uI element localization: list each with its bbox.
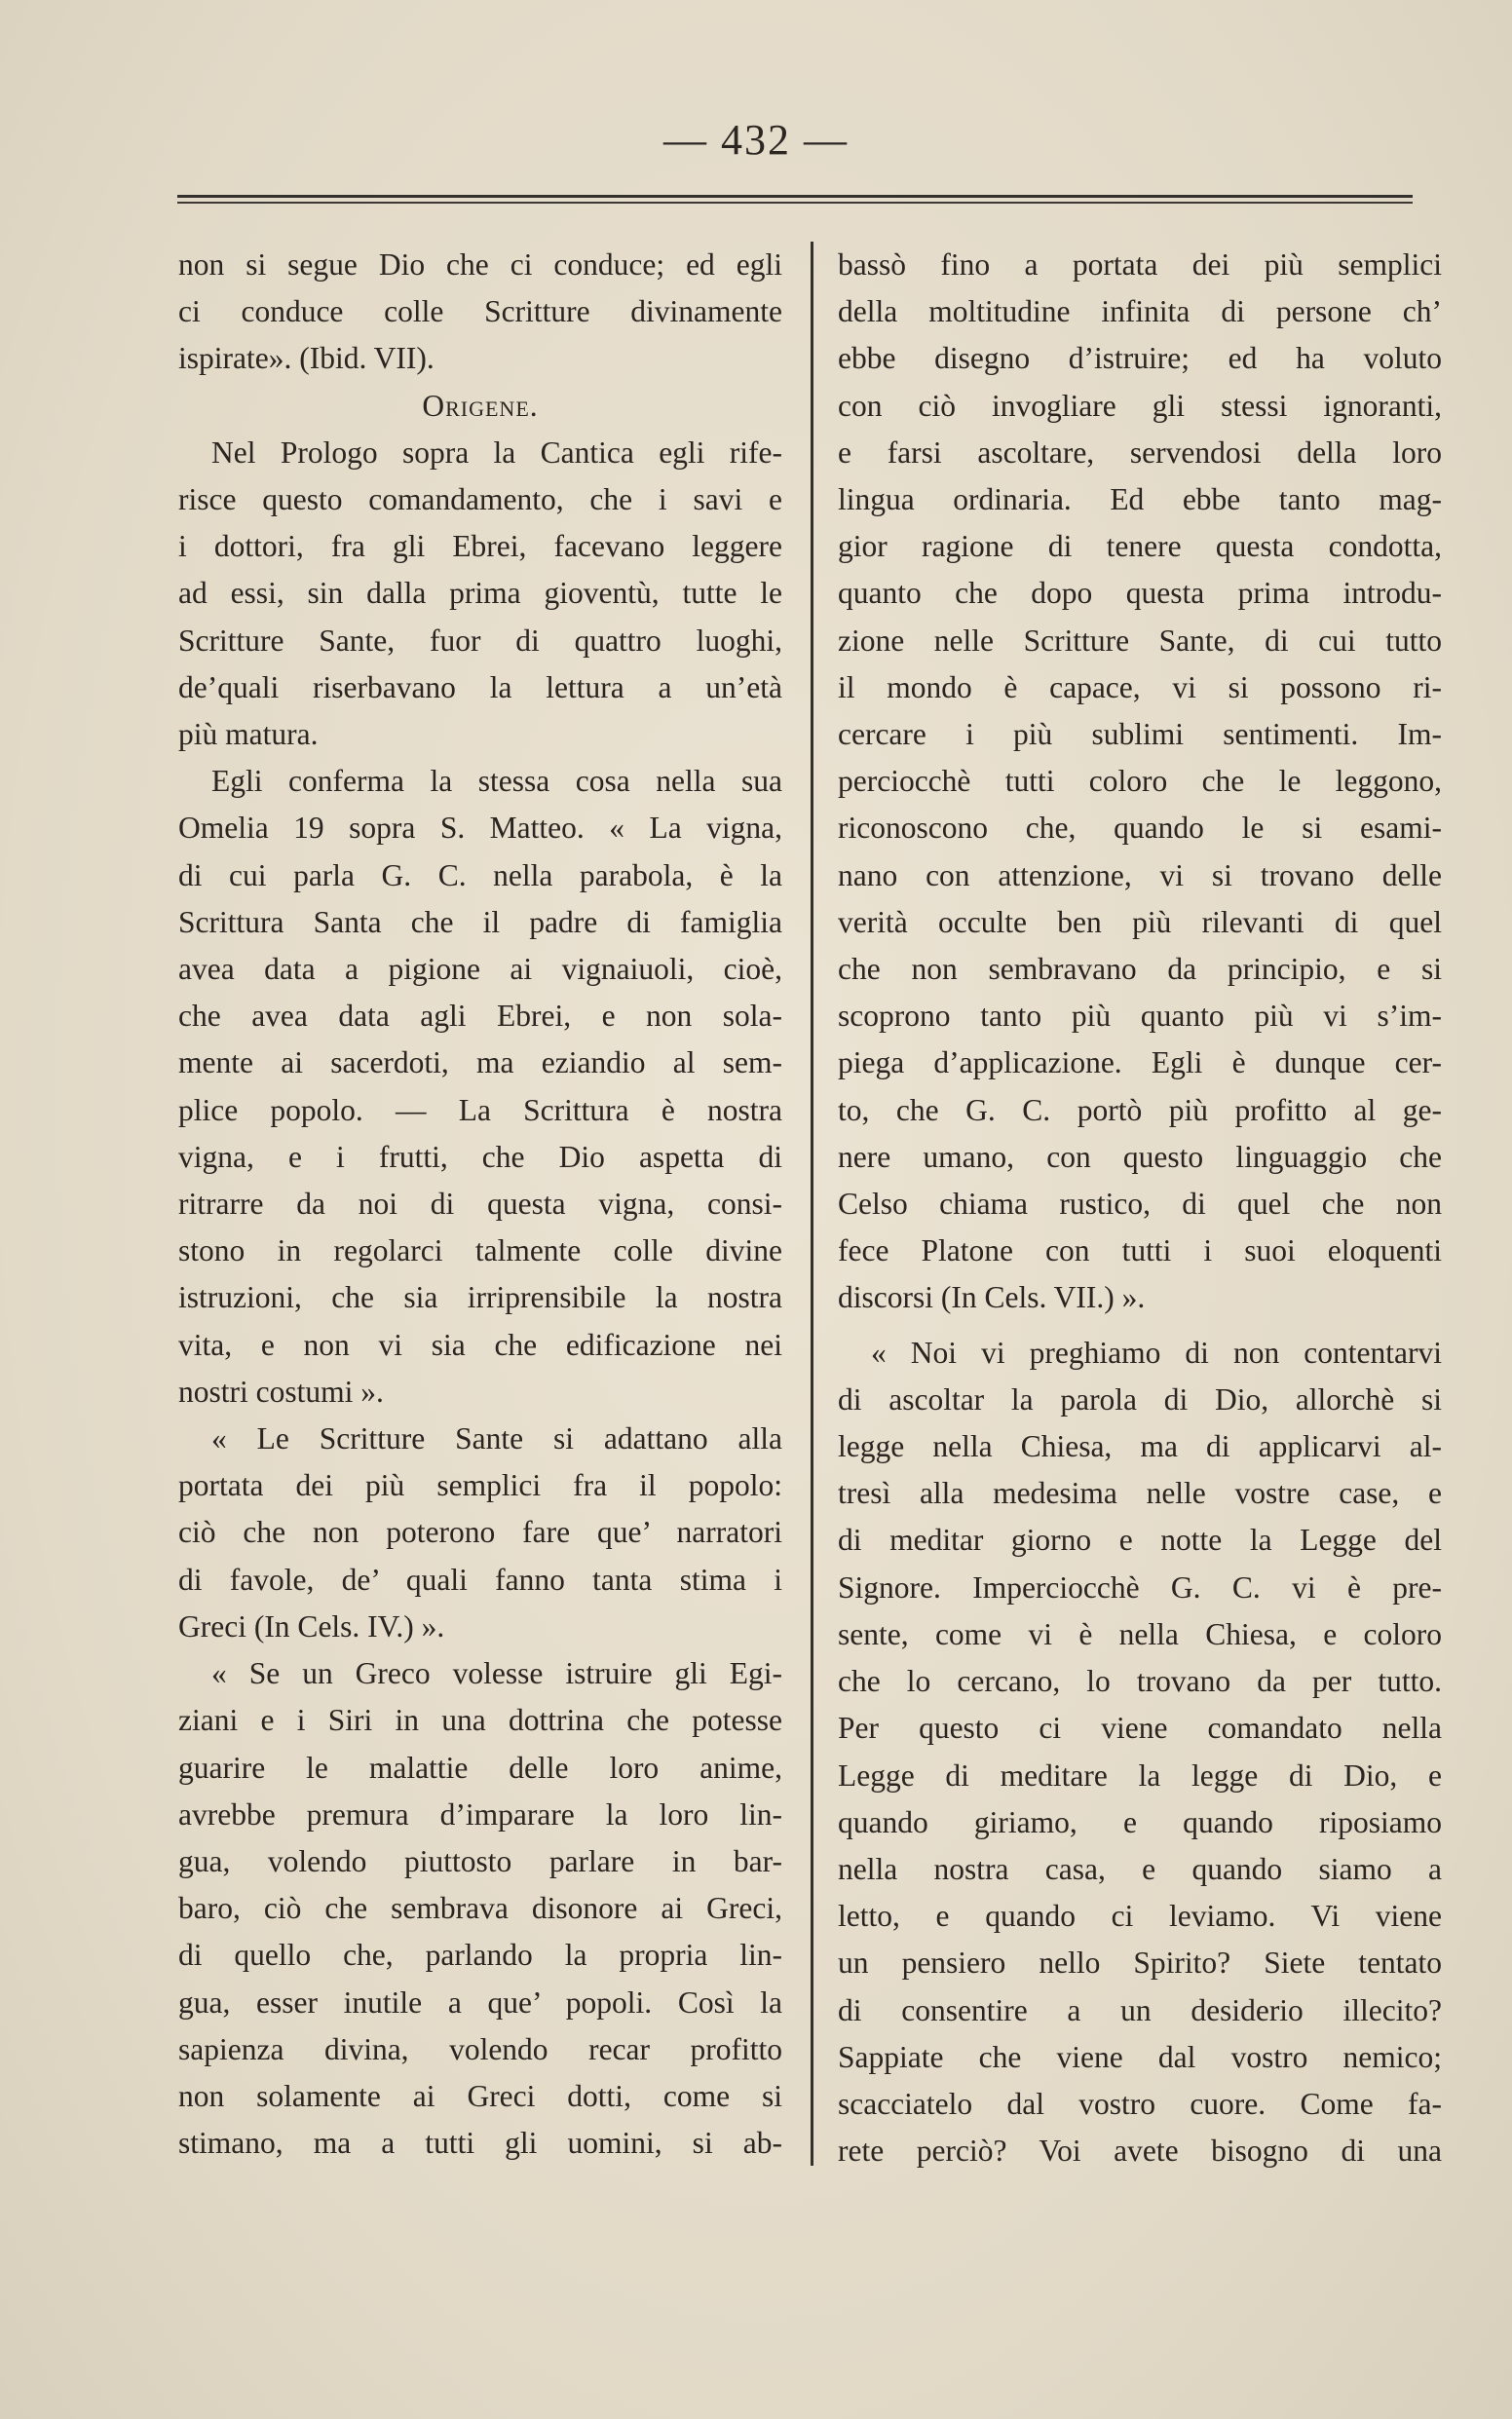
text-line: ispirate». (Ibid. VII). bbox=[178, 341, 435, 376]
text-line: guarire le malattie delle loro anime, bbox=[178, 1750, 782, 1785]
text-line: ad essi, sin dalla prima gioventù, tutte le bbox=[178, 576, 782, 611]
text-line: ziani e i Siri in una dottrina che potesse bbox=[178, 1703, 782, 1738]
text-line: stimano, ma a tutti gli uomini, si ab- bbox=[178, 2126, 782, 2161]
text-line: tresì alla medesima nelle vostre case, e bbox=[838, 1476, 1442, 1511]
text-line: riconoscono che, quando le si esami- bbox=[838, 811, 1442, 846]
text-line: discorsi (In Cels. VII.) ». bbox=[838, 1280, 1146, 1315]
text-line: vita, e non vi sia che edificazione nei bbox=[178, 1327, 782, 1362]
text-line: piega d’applicazione. Egli è dunque cer- bbox=[838, 1045, 1442, 1080]
text-line: nano con attenzione, vi si trovano delle bbox=[838, 857, 1442, 892]
right-column bbox=[838, 242, 1442, 2174]
text-line: che lo cercano, lo trovano da per tutto. bbox=[838, 1664, 1442, 1699]
text-line: letto, e quando ci leviamo. Vi viene bbox=[838, 1899, 1442, 1934]
text-line: non si segue Dio che ci conduce; ed egli bbox=[178, 247, 782, 282]
text-line: rete perciò? Voi avete bisogno di una bbox=[838, 2134, 1442, 2169]
text-line: stono in regolarci talmente colle divine bbox=[178, 1233, 782, 1268]
text-line: i dottori, fra gli Ebrei, facevano leggere bbox=[178, 529, 782, 564]
text-line: Scritture Sante, fuor di quattro luoghi, bbox=[178, 623, 782, 658]
text-line: nella nostra casa, e quando siamo a bbox=[838, 1851, 1442, 1886]
header-rule bbox=[177, 195, 1413, 198]
text-line: ciò che non poterono fare que’ narratori bbox=[178, 1515, 782, 1550]
text-line: « Noi vi preghiamo di non contentarvi bbox=[871, 1335, 1442, 1370]
text-line: Per questo ci viene comandato nella bbox=[838, 1711, 1442, 1746]
text-line: quanto che dopo questa prima introdu- bbox=[838, 576, 1442, 611]
text-line: Sappiate che viene dal vostro nemico; bbox=[838, 2039, 1442, 2074]
page-number: — 432 — bbox=[663, 116, 849, 164]
text-line: ebbe disegno d’istruire; ed ha voluto bbox=[838, 341, 1442, 376]
text-line: fece Platone con tutti i suoi eloquenti bbox=[838, 1233, 1442, 1268]
text-line: con ciò invogliare gli stessi ignoranti, bbox=[838, 388, 1442, 423]
text-line: vigna, e i frutti, che Dio aspetta di bbox=[178, 1139, 782, 1174]
text-line: di quello che, parlando la propria lin- bbox=[178, 1938, 782, 1973]
text-line: gua, esser inutile a que’ popoli. Così la bbox=[178, 1984, 782, 2020]
text-line: di consentire a un desiderio illecito? bbox=[838, 1992, 1442, 2027]
text-line: lingua ordinaria. Ed ebbe tanto mag- bbox=[838, 482, 1442, 517]
text-line: gior ragione di tenere questa condotta, bbox=[838, 529, 1442, 564]
text-line: più matura. bbox=[178, 717, 319, 752]
text-line: il mondo è capace, vi si possono ri- bbox=[838, 669, 1442, 704]
text-line: Celso chiama rustico, di quel che non bbox=[838, 1187, 1442, 1222]
text-line: scacciatelo dal vostro cuore. Come fa- bbox=[838, 2086, 1442, 2121]
text-line: Signore. Imperciocchè G. C. vi è pre- bbox=[838, 1569, 1442, 1605]
text-line: della moltitudine infinita di persone ch’ bbox=[838, 294, 1442, 329]
text-line: nere umano, con questo linguaggio che bbox=[838, 1139, 1442, 1174]
left-column bbox=[178, 242, 782, 2167]
text-line: to, che G. C. portò più profitto al ge- bbox=[838, 1092, 1442, 1127]
text-line: Nel Prologo sopra la Cantica egli rife- bbox=[211, 435, 782, 470]
text-line: Greci (In Cels. IV.) ». bbox=[178, 1608, 445, 1644]
text-line: sente, come vi è nella Chiesa, e coloro bbox=[838, 1616, 1442, 1651]
text-line: che non sembravano da principio, e si bbox=[838, 952, 1442, 987]
text-line: mente ai sacerdoti, ma eziandio al sem- bbox=[178, 1045, 782, 1080]
text-line: verità occulte ben più rilevanti di quel bbox=[838, 904, 1442, 939]
text-line: zione nelle Scritture Sante, di cui tutto bbox=[838, 623, 1442, 658]
text-line: bassò fino a portata dei più semplici bbox=[838, 247, 1442, 282]
text-line: risce questo comandamento, che i savi e bbox=[178, 482, 782, 517]
text-line: perciocchè tutti coloro che le leggono, bbox=[838, 764, 1442, 799]
text-line: nostri costumi ». bbox=[178, 1374, 384, 1409]
text-line: de’quali riserbavano la lettura a un’età bbox=[178, 669, 782, 704]
text-line: scoprono tanto più quanto più vi s’im- bbox=[838, 999, 1442, 1034]
text-line: gua, volendo piuttosto parlare in bar- bbox=[178, 1843, 782, 1878]
text-line: Egli conferma la stessa cosa nella sua bbox=[211, 764, 782, 799]
column-divider bbox=[811, 242, 813, 2166]
text-line: di ascoltar la parola di Dio, allorchè si bbox=[838, 1381, 1442, 1417]
text-line: avrebbe premura d’imparare la loro lin- bbox=[178, 1796, 782, 1832]
text-line: non solamente ai Greci dotti, come si bbox=[178, 2078, 782, 2113]
text-line: ritrarre da noi di questa vigna, consi- bbox=[178, 1187, 782, 1222]
text-line: Legge di meditare la legge di Dio, e bbox=[838, 1758, 1442, 1793]
text-line: di favole, de’ quali fanno tanta stima i bbox=[178, 1562, 782, 1597]
text-line: plice popolo. — La Scrittura è nostra bbox=[178, 1092, 782, 1127]
text-line: di meditar giorno e notte la Legge del bbox=[838, 1523, 1442, 1558]
text-line: Omelia 19 sopra S. Matteo. « La vigna, bbox=[178, 811, 782, 846]
text-line: « Le Scritture Sante si adattano alla bbox=[211, 1421, 782, 1456]
text-line: sapienza divina, volendo recar profitto bbox=[178, 2031, 782, 2066]
text-line: e farsi ascoltare, servendosi della loro bbox=[838, 435, 1442, 470]
text-line: istruzioni, che sia irriprensibile la nostra bbox=[178, 1280, 782, 1315]
text-line: quando giriamo, e quando riposiamo bbox=[838, 1804, 1442, 1839]
text-line: che avea data agli Ebrei, e non sola- bbox=[178, 999, 782, 1034]
text-line: avea data a pigione ai vignaiuoli, cioè, bbox=[178, 952, 782, 987]
text-line: un pensiero nello Spirito? Siete tentato bbox=[838, 1946, 1442, 1981]
text-line: cercare i più sublimi sentimenti. Im- bbox=[838, 717, 1442, 752]
text-line: ci conduce colle Scritture divinamente bbox=[178, 294, 782, 329]
text-line: baro, ciò che sembrava disonore ai Greci, bbox=[178, 1891, 782, 1926]
text-line: « Se un Greco volesse istruire gli Egi- bbox=[211, 1656, 782, 1691]
text-line: legge nella Chiesa, ma di applicarvi al- bbox=[838, 1429, 1442, 1464]
text-line: Scrittura Santa che il padre di famiglia bbox=[178, 904, 782, 939]
text-line: portata dei più semplici fra il popolo: bbox=[178, 1468, 782, 1503]
header-rule-secondary bbox=[177, 202, 1413, 204]
text-line: di cui parla G. C. nella parabola, è la bbox=[178, 857, 782, 892]
paragraph-gap bbox=[838, 1322, 1442, 1330]
section-heading: Origene. bbox=[422, 388, 539, 423]
